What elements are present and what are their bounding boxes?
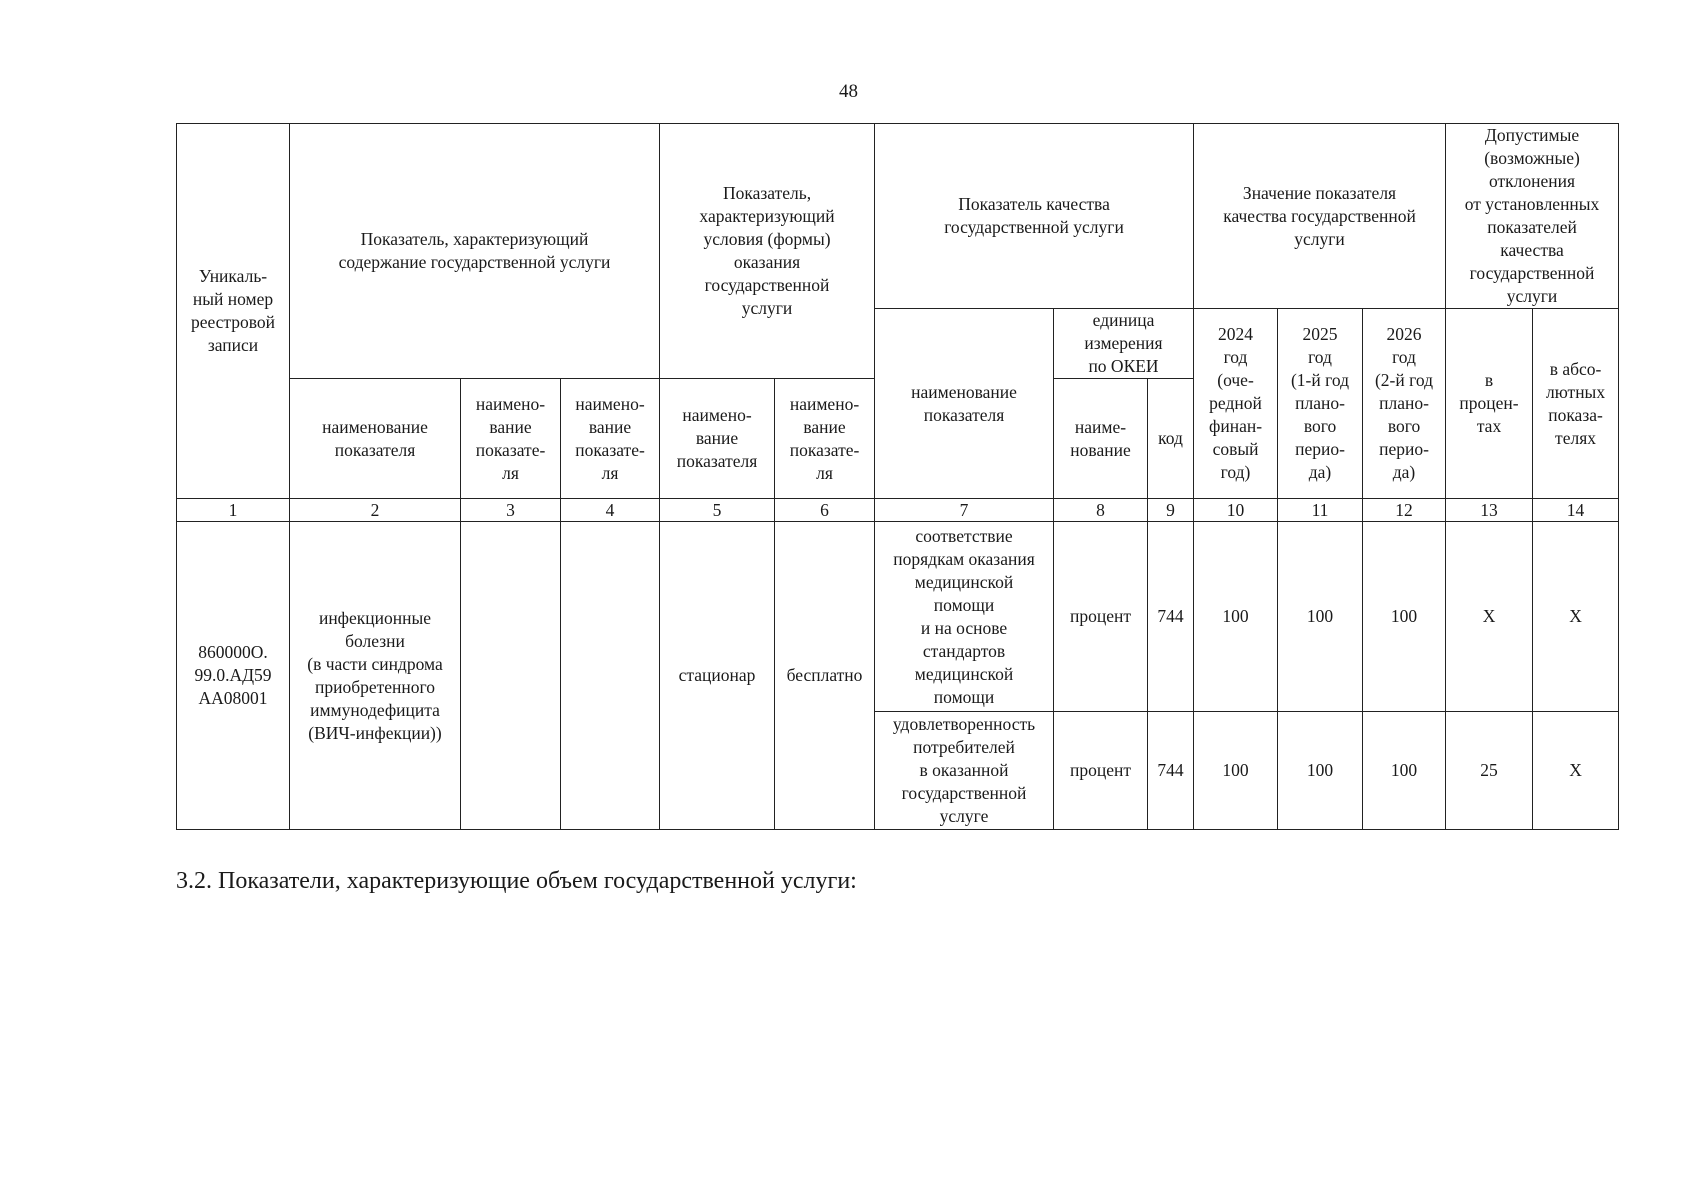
indicator-value-2024: 100 [1194, 712, 1278, 830]
header-col3-name: наимено- вание показате- ля [461, 379, 561, 499]
header-quality-value: Значение показателя качества государственной услуги [1194, 124, 1446, 309]
column-number: 2 [290, 499, 461, 522]
page-number: 48 [839, 81, 858, 102]
indicator-unit: процент [1054, 712, 1148, 830]
registry-number: 860000О. 99.0.АД59 АА08001 [177, 522, 290, 830]
quality-indicators-table [176, 123, 1619, 830]
header-year-2026: 2026 год (2-й год плано- вого перио- да) [1363, 309, 1446, 499]
section-heading: 3.2. Показатели, характеризующие объем государственной услуги: [176, 868, 857, 894]
column-number: 10 [1194, 499, 1278, 522]
header-col6-name: наимено- вание показате- ля [775, 379, 875, 499]
deviation-percent: Х [1446, 522, 1533, 712]
content-name: инфекционные болезни (в части синдрома приобретенного иммунодефицита (ВИЧ-инфекции)) [290, 522, 461, 830]
indicator-name: соответствие порядкам оказания медицинской помощи и на основе стандартов медицинской помощи [875, 522, 1054, 712]
column-number: 1 [177, 499, 290, 522]
header-unique-number: Уникаль- ный номер реестровой записи [177, 124, 290, 499]
header-conditions-indicator: Показатель, характеризующий условия (формы) оказания государственной услуги [660, 124, 875, 379]
column-number: 5 [660, 499, 775, 522]
column-number: 12 [1363, 499, 1446, 522]
header-content-indicator: Показатель, характеризующий содержание государственной услуги [290, 124, 660, 379]
column-number: 4 [561, 499, 660, 522]
header-deviations: Допустимые (возможные) отклонения от установленных показателей качества государственной услуги [1446, 124, 1619, 309]
column-number: 14 [1533, 499, 1619, 522]
table-row [177, 522, 1619, 712]
column-number: 8 [1054, 499, 1148, 522]
column-number: 7 [875, 499, 1054, 522]
indicator-code: 744 [1148, 712, 1194, 830]
header-col4-name: наимено- вание показате- ля [561, 379, 660, 499]
deviation-percent: 25 [1446, 712, 1533, 830]
header-quality-indicator: Показатель качества государственной услуги [875, 124, 1194, 309]
header-year-2025: 2025 год (1-й год плано- вого перио- да) [1278, 309, 1363, 499]
header-indicator-name: наименование показателя [875, 309, 1054, 499]
indicator-value-2026: 100 [1363, 712, 1446, 830]
header-in-absolute: в абсо- лютных показа- телях [1533, 309, 1619, 499]
column-number: 13 [1446, 499, 1533, 522]
indicator-unit: процент [1054, 522, 1148, 712]
column-number: 11 [1278, 499, 1363, 522]
header-col2-name: наименование показателя [290, 379, 461, 499]
column-number: 9 [1148, 499, 1194, 522]
content-col3 [461, 522, 561, 830]
deviation-absolute: Х [1533, 522, 1619, 712]
indicator-value-2025: 100 [1278, 522, 1363, 712]
deviation-absolute: Х [1533, 712, 1619, 830]
indicator-code: 744 [1148, 522, 1194, 712]
indicator-name: удовлетворенность потребителей в оказанной государственной услуге [875, 712, 1054, 830]
condition-payment: бесплатно [775, 522, 875, 830]
condition-form: стационар [660, 522, 775, 830]
column-number: 6 [775, 499, 875, 522]
header-col5-name: наимено- вание показателя [660, 379, 775, 499]
header-unit-name: наиме- нование [1054, 379, 1148, 499]
header-okei-unit: единица измерения по ОКЕИ [1054, 309, 1194, 379]
content-col4 [561, 522, 660, 830]
header-unit-code: код [1148, 379, 1194, 499]
indicator-value-2025: 100 [1278, 712, 1363, 830]
indicator-value-2024: 100 [1194, 522, 1278, 712]
indicator-value-2026: 100 [1363, 522, 1446, 712]
header-year-2024: 2024 год (оче- редной финан- совый год) [1194, 309, 1278, 499]
header-in-percent: в процен- тах [1446, 309, 1533, 499]
column-number: 3 [461, 499, 561, 522]
